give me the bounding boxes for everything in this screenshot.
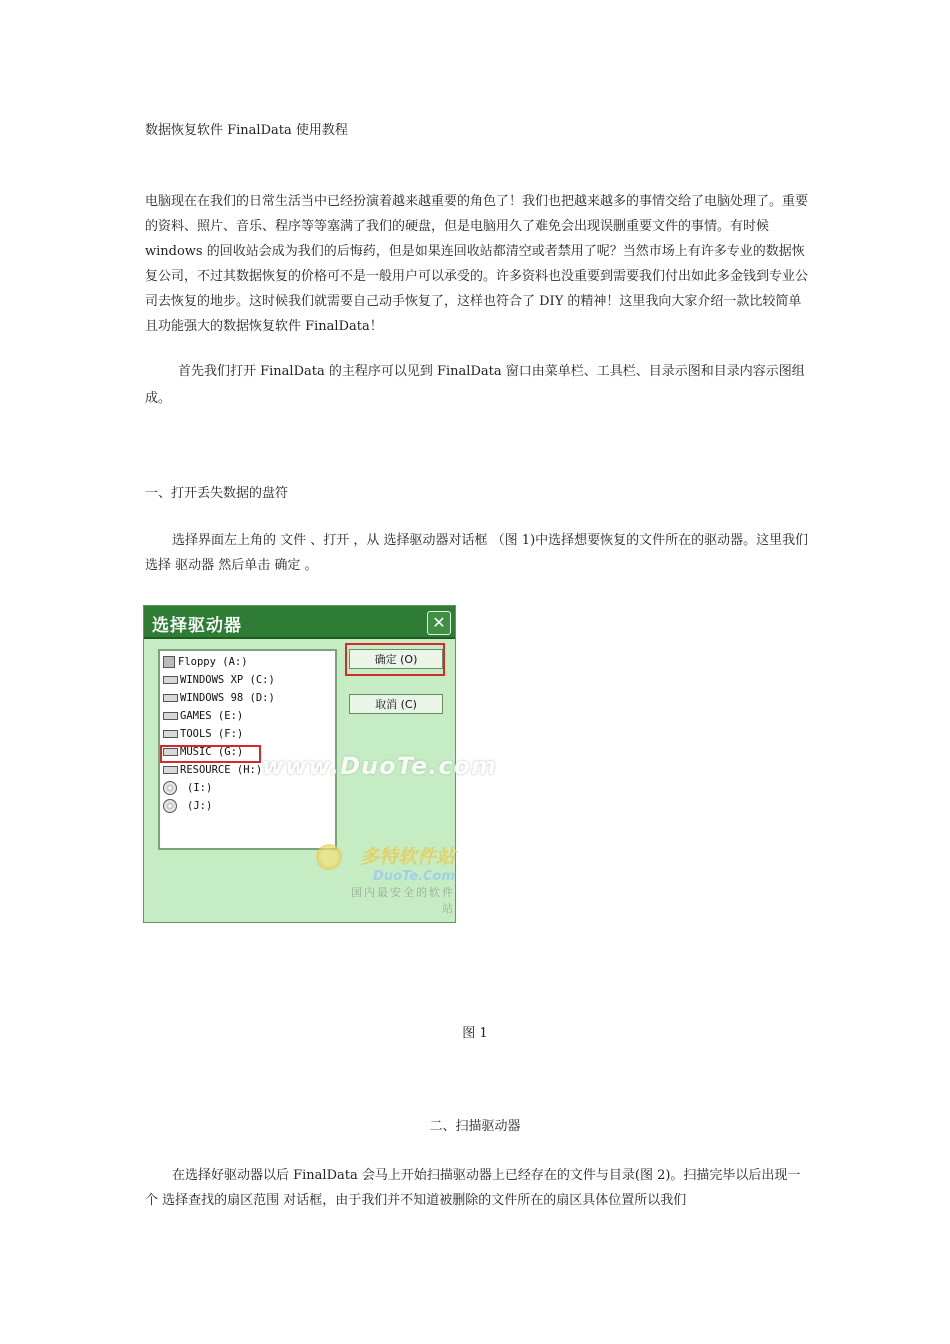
drive-item[interactable]: WINDOWS 98 (D:) (163, 690, 275, 706)
watermark-logo (339, 842, 455, 916)
selection-highlight-box (160, 745, 261, 763)
dialog-title: 选择驱动器 (152, 616, 242, 636)
drive-item-selected[interactable]: MUSIC (G:) (163, 744, 243, 760)
paragraph-open-program: 首先我们打开 FinalData 的主程序可以见到 FinalData 窗口由菜单栏、工具栏、目录示图和目录内容示图组成。 (145, 364, 805, 406)
intro-paragraph: 电脑现在在我们的日常生活当中已经扮演着越来越重要的角色了！我们也把越来越多的事情交给了电脑处理了。重要的资料、照片、音乐、程序等等塞满了我们的硬盘，但是电脑用久了难免会出现误删重要文件的事情。有时候 windows 的回收站会成为我们的后悔药，但是如果连回收站都清空或者禁用了呢？当然市场上有许多专业的数据恢复公司，不过其数据恢复的价格可不是一般用户可以承受的。许多资料也没重要到需要我们付出如此多金钱到专业公司去恢复的地步。这时候我们就需要自己动手恢复了，这样也符合了 DIY 的精神！这里我向大家介绍一款比较简单且功能强大的数据恢复软件 FinalData！ (145, 194, 809, 334)
floppy-icon (163, 656, 175, 668)
drive-item[interactable]: (I:) (163, 780, 212, 796)
section-heading-1: 一、打开丢失数据的盘符 (145, 486, 289, 501)
paragraph-scan-drive: 在选择好驱动器以后 FinalData 会马上开始扫描驱动器上已经存在的文件与目录(图 2)。扫描完毕以后出现一个 选择查找的扇区范围 对话框，由于我们并不知道被删除的文件所在的扇区具体位置所以我们 (145, 1168, 801, 1208)
close-button[interactable] (427, 611, 451, 635)
drive-item[interactable]: TOOLS (F:) (163, 726, 243, 742)
ok-button[interactable]: 确定 (O) (349, 649, 443, 669)
dialog-titlebar (144, 606, 455, 639)
cd-drive-icon (163, 781, 177, 795)
hard-drive-icon (163, 676, 178, 684)
hard-drive-icon (163, 694, 178, 702)
logo-line2: DuoTe.Com (373, 869, 455, 884)
paragraph-select-drive: 选择界面左上角的 文件 、打开 ，从 选择驱动器对话框 （图 1)中选择想要恢复的文件所在的驱动器。这里我们选择 驱动器 然后单击 确定 。 (145, 533, 809, 573)
drive-item[interactable]: GAMES (E:) (163, 708, 243, 724)
figure-caption: 图 1 (462, 1026, 488, 1041)
hard-drive-icon (163, 730, 178, 738)
cancel-button[interactable]: 取消 (C) (349, 694, 443, 714)
section-heading-2: 二、扫描驱动器 (429, 1119, 521, 1134)
hard-drive-icon (163, 766, 178, 774)
logo-line3: 国内最安全的软件站 (351, 886, 455, 915)
drive-list[interactable] (158, 649, 337, 850)
cd-drive-icon (163, 799, 177, 813)
close-icon: ✕ (432, 613, 446, 632)
drive-item[interactable]: Floppy (A:) (163, 654, 248, 670)
hard-drive-icon (163, 712, 178, 720)
drive-item[interactable]: WINDOWS XP (C:) (163, 672, 275, 688)
drive-item[interactable]: (J:) (163, 798, 212, 814)
doc-title: 数据恢复软件 FinalData 使用教程 (145, 123, 348, 138)
drive-item[interactable]: RESOURCE (H:) (163, 762, 262, 778)
logo-line1: 多特软件站 (359, 846, 455, 868)
select-drive-dialog (143, 605, 497, 923)
watermark-text: www.DuoTe.com (262, 752, 497, 780)
